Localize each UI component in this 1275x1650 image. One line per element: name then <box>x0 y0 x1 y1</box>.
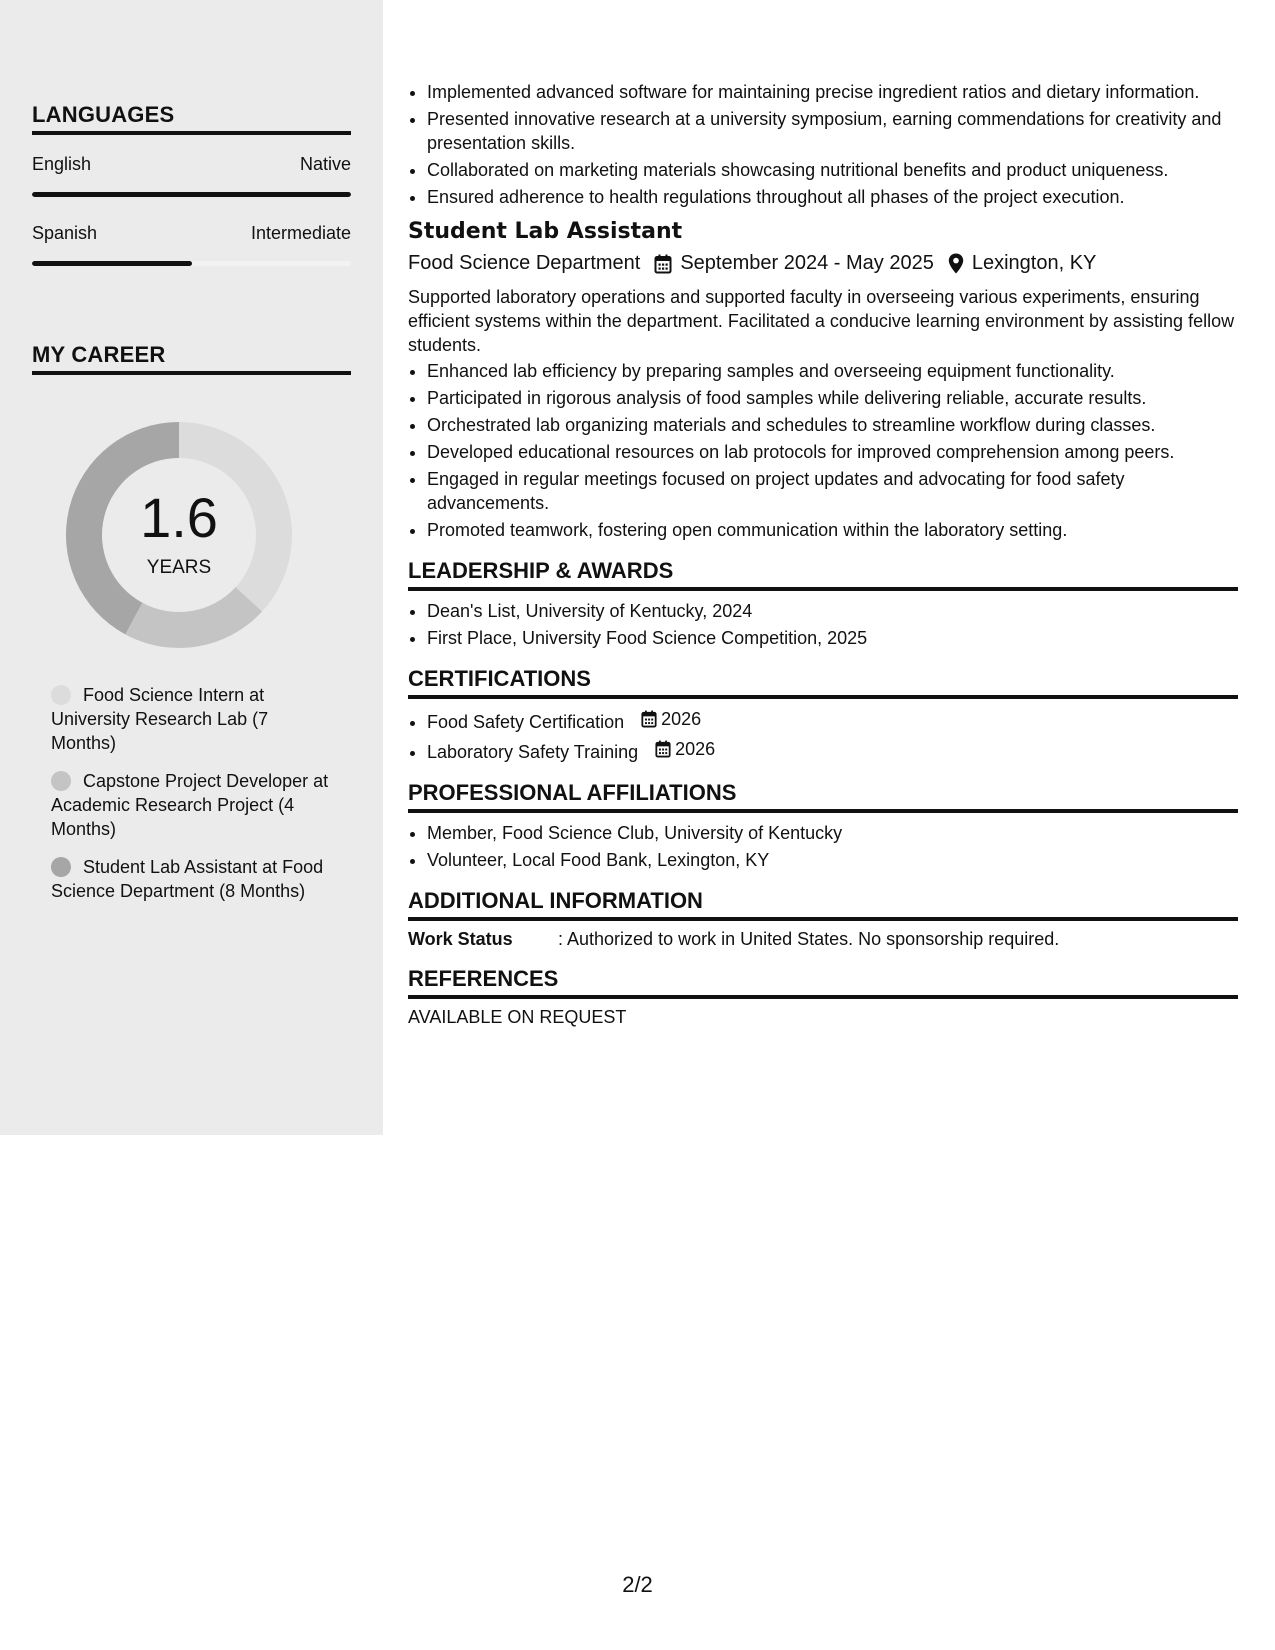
job-meta <box>408 252 1238 275</box>
job-dates: September 2024 - May 2025 <box>680 252 934 274</box>
list-item: • Promoted teamwork, fostering open communication within the laboratory setting. <box>427 518 1238 542</box>
language-name: Spanish <box>32 223 98 243</box>
career-legend-item <box>51 769 331 841</box>
career-legend-label: Student Lab Assistant at Food Science Department (8 Months) <box>51 857 324 901</box>
references-text: AVAILABLE ON REQUEST <box>408 1007 627 1027</box>
list-item: • Enhanced lab efficiency by preparing samples and overseeing equipment functionality. <box>427 359 1238 383</box>
list-item: • Collaborated on marketing materials showcasing nutritional benefits and product uniqueness. <box>427 158 1238 182</box>
career-years-value: 1.6 <box>140 486 218 549</box>
certifications-heading: CERTIFICATIONS <box>408 666 1238 699</box>
list-item <box>427 737 1238 764</box>
career-legend <box>51 683 331 917</box>
language-level: Intermediate <box>250 223 351 243</box>
certification-date <box>641 707 701 731</box>
leadership-list <box>408 599 1238 650</box>
job-title: Student Lab Assistant <box>408 219 683 244</box>
calendar-icon <box>655 740 671 758</box>
certification-year: 2026 <box>675 739 716 759</box>
list-item: • Developed educational resources on lab protocols for improved comprehension among peers. <box>427 440 1238 464</box>
donut-segment-2 <box>125 587 262 648</box>
additional-info-heading: ADDITIONAL INFORMATION <box>408 888 1238 921</box>
list-item: • Implemented advanced software for maintaining precise ingredient ratios and dietary information. <box>427 80 1238 104</box>
career-legend-label: Food Science Intern at University Research Lab (7 Months) <box>51 685 269 753</box>
calendar-icon <box>654 254 672 274</box>
work-status-label: Work Status <box>408 929 513 949</box>
language-level: Native <box>299 154 351 174</box>
language-row-spanish <box>32 223 351 244</box>
page-number: 2/2 <box>622 1572 653 1597</box>
work-status-value: : Authorized to work in United States. No sponsorship required. <box>558 929 1060 949</box>
certification-date <box>655 737 715 761</box>
career-donut-chart <box>64 420 294 650</box>
job-location: Lexington, KY <box>971 252 1097 274</box>
affiliations-heading: PROFESSIONAL AFFILIATIONS <box>408 780 1238 813</box>
list-item: • First Place, University Food Science Competition, 2025 <box>427 626 1238 650</box>
references-heading: REFERENCES <box>408 966 1238 999</box>
list-item: • Presented innovative research at a university symposium, earning commendations for creativity and presentation skills. <box>427 107 1238 155</box>
career-heading: MY CAREER <box>32 342 351 375</box>
list-item: • Engaged in regular meetings focused on project updates and advocating for food safety advancements. <box>427 467 1238 515</box>
languages-heading: LANGUAGES <box>32 102 351 135</box>
list-item: • Member, Food Science Club, University of Kentucky <box>427 821 1238 845</box>
language-name: English <box>32 154 92 174</box>
certifications-list <box>408 707 1238 764</box>
sidebar <box>0 0 383 1135</box>
list-item: • Participated in rigorous analysis of food samples while delivering reliable, accurate results. <box>427 386 1238 410</box>
career-legend-item <box>51 855 331 903</box>
language-proficiency-fill <box>32 261 192 266</box>
calendar-icon <box>641 710 657 728</box>
list-item: • Dean's List, University of Kentucky, 2024 <box>427 599 1238 623</box>
legend-dot-icon <box>51 857 71 877</box>
legend-dot-icon <box>51 685 71 705</box>
map-pin-icon <box>948 253 964 274</box>
certification-name: Food Safety Certification <box>427 712 625 732</box>
language-row-english <box>32 154 351 175</box>
language-proficiency-bar <box>32 261 351 266</box>
leadership-heading: LEADERSHIP & AWARDS <box>408 558 1238 591</box>
job-company: Food Science Department <box>408 252 641 274</box>
certification-name: Laboratory Safety Training <box>427 742 639 762</box>
certification-year: 2026 <box>661 709 702 729</box>
job-bullets <box>408 359 1238 542</box>
job-description: Supported laboratory operations and supported faculty in overseeing various experiments, ensuring efficient systems within the department. Facilitated a conducive learning environment by assisting fellow students. <box>408 287 1235 355</box>
list-item: • Volunteer, Local Food Bank, Lexington, KY <box>427 848 1238 872</box>
list-item: • Ensured adherence to health regulations throughout all phases of the project execution. <box>427 185 1238 209</box>
affiliations-list <box>408 821 1238 872</box>
language-proficiency-fill <box>32 192 351 197</box>
career-legend-item <box>51 683 331 755</box>
career-legend-label: Capstone Project Developer at Academic Research Project (4 Months) <box>51 771 329 839</box>
main-content <box>408 80 1238 1028</box>
previous-job-bullets <box>408 80 1238 209</box>
list-item <box>427 707 1238 734</box>
work-status-row <box>408 929 1238 950</box>
career-years-unit: YEARS <box>146 557 212 578</box>
legend-dot-icon <box>51 771 71 791</box>
language-proficiency-bar <box>32 192 351 197</box>
list-item: • Orchestrated lab organizing materials and schedules to streamline workflow during classes. <box>427 413 1238 437</box>
